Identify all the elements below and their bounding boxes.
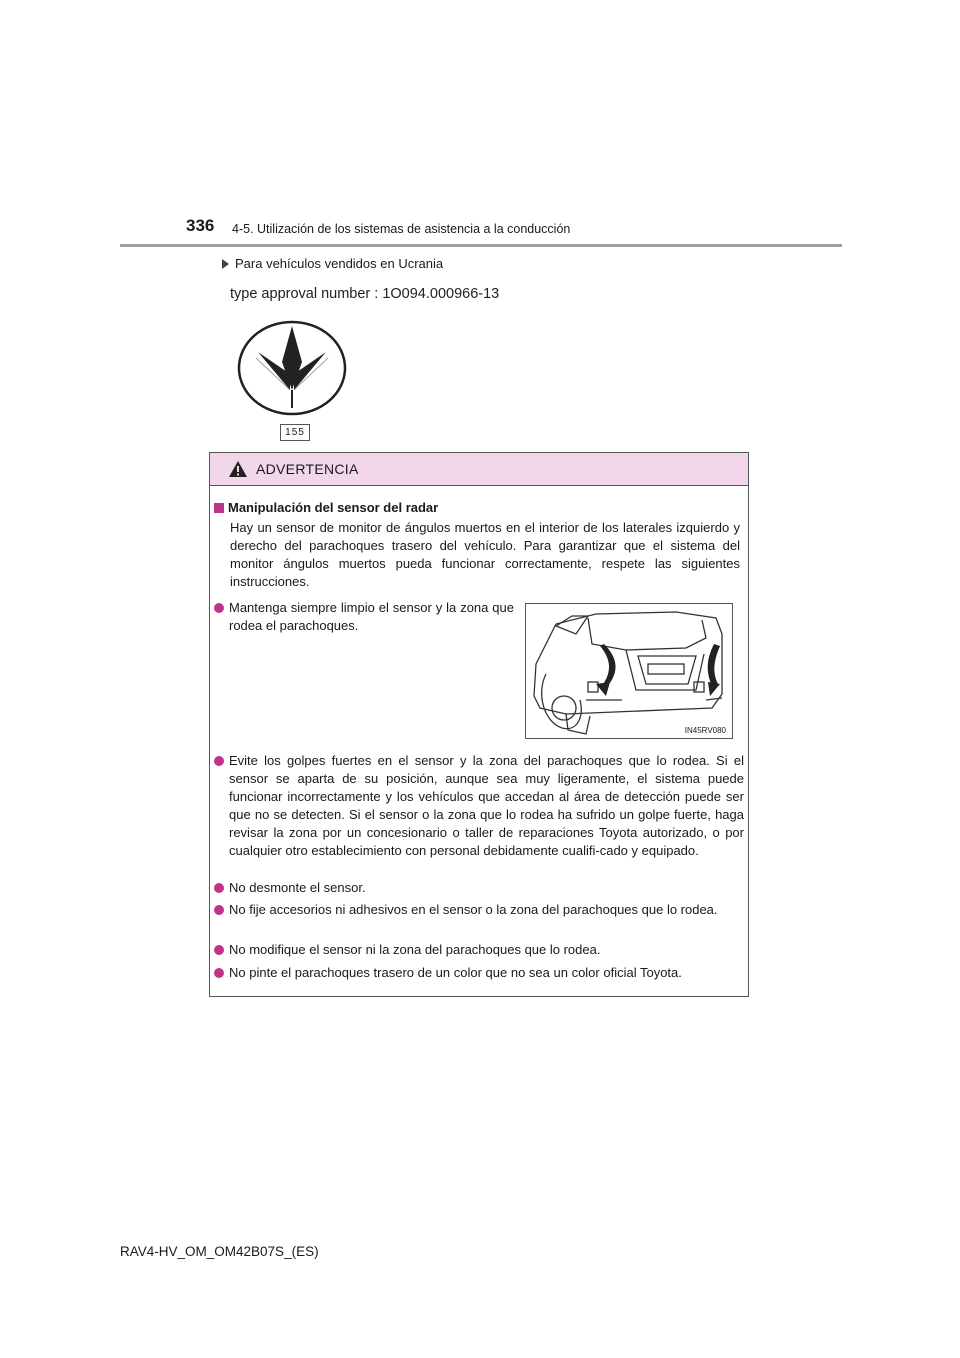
warning-triangle-icon <box>228 460 248 478</box>
bullet-icon <box>214 905 224 915</box>
car-rear-icon <box>526 604 732 738</box>
vehicle-note-text: Para vehículos vendidos en Ucrania <box>235 256 444 271</box>
warning-title: ADVERTENCIA <box>256 461 359 477</box>
radar-heading-text: Manipulación del sensor del radar <box>228 500 439 515</box>
radar-intro: Hay un sensor de monitor de ángulos muertos en el interior de los laterales izquierdo y derecho del parachoques trasero del vehículo. Para garantizar que el sistema del monitor ángulos muertos pueda funcionar correctamente, respete las siguientes instrucciones. <box>230 520 740 589</box>
list-item <box>214 599 514 635</box>
list-item <box>214 964 744 982</box>
page-number: 336 <box>186 216 215 235</box>
list-item-text: No desmonte el sensor. <box>229 880 366 895</box>
list-item-text: No fije accesorios ni adhesivos en el sensor o la zona del parachoques que lo rodea. <box>229 902 718 917</box>
document-code: RAV4-HV_OM_OM42B07S_(ES) <box>120 1244 319 1259</box>
square-bullet-icon <box>214 503 224 513</box>
header-divider <box>120 244 842 247</box>
list-item <box>214 879 744 897</box>
radar-heading <box>214 499 438 517</box>
vehicle-note <box>222 256 443 271</box>
bullet-icon <box>214 945 224 955</box>
list-item-text: Evite los golpes fuertes en el sensor y la zona del parachoques que lo rodea. Si el sensor se aparta de su posición, aunque sea muy ligeramente, el sistema puede funcionar incorrectamente y los vehículos que accedan al área de detección puede ser que no se detecten. Si el sensor o la zona que lo rodea ha sufrido un golpe fuerte, haga revisar la zona por un concesionario o taller de reparaciones Toyota autorizado, o por cualquier otro establecimiento con personal debidamente cualifi-cado y equipado. <box>229 753 744 858</box>
approval-number: type approval number : 1O094.000966-13 <box>230 286 500 302</box>
list-item <box>214 941 744 959</box>
list-item-text: No pinte el parachoques trasero de un color que no sea un color oficial Toyota. <box>229 965 682 980</box>
triangle-right-icon <box>222 259 229 269</box>
list-item <box>214 752 744 860</box>
warning-box <box>209 452 749 997</box>
ukraine-certification-mark-icon <box>236 318 348 418</box>
list-item <box>214 901 744 919</box>
warning-header <box>210 453 748 486</box>
bullet-icon <box>214 756 224 766</box>
bullet-icon <box>214 883 224 893</box>
bullet-icon <box>214 968 224 978</box>
car-rear-illustration <box>525 603 733 739</box>
list-item-text: No modifique el sensor ni la zona del parachoques que lo rodea. <box>229 942 601 957</box>
list-item-text: Mantenga siempre limpio el sensor y la zona que rodea el parachoques. <box>229 600 514 633</box>
section-title: 4-5. Utilización de los sistemas de asistencia a la conducción <box>232 222 571 236</box>
illustration-code: IN45RV080 <box>684 726 726 735</box>
bullet-icon <box>214 603 224 613</box>
mark-code: 155 <box>280 424 310 441</box>
